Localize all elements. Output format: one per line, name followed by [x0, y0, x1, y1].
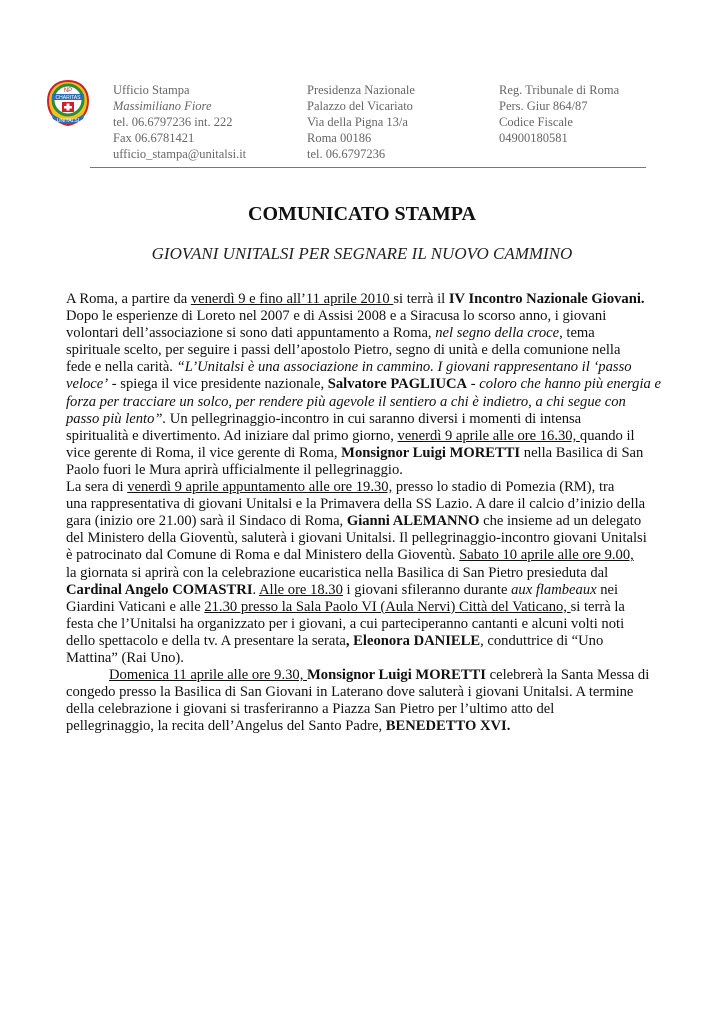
unitalsi-logo [46, 79, 90, 127]
text-run: coloro che hanno più energia e [479, 376, 661, 393]
svg-text:CHARITAS: CHARITAS [55, 95, 81, 101]
body-line [66, 325, 676, 342]
text-run: venerdì 9 aprile appuntamento alle ore 19.30, [127, 479, 393, 496]
text-run: pellegrinaggio, la recita dell’Angelus del Santo Padre, [66, 718, 386, 735]
text-run: fede e nella carità. [66, 359, 177, 376]
body-line [66, 342, 676, 359]
text-run: venerdì 9 e fino all’11 aprile 2010 [190, 291, 394, 307]
text-run: che insieme ad un delegato [479, 513, 642, 530]
document-subtitle: GIOVANI UNITALSI PER SEGNARE IL NUOVO CAMMINO [151, 244, 573, 263]
text-run: forza per tracciare un solco, per rendere più agevole il sentiero a chi è indietro, a chi segue con [66, 393, 626, 410]
text-run: , conduttrice di “Uno [480, 632, 604, 649]
press-release-body [66, 291, 676, 735]
text-run: vice gerente di Roma, il vice gerente di Roma, [66, 444, 342, 461]
body-line [66, 428, 676, 445]
tax-code-value: 04900180581 [499, 131, 568, 145]
tax-code-label: Codice Fiscale [499, 115, 573, 129]
press-office-fax: Fax 06.6781421 [113, 131, 195, 145]
registration-info [499, 82, 619, 146]
press-officer-name: Massimiliano Fiore [113, 99, 212, 113]
text-run: presso lo stadio di Pomezia (RM), tra [392, 479, 615, 496]
text-run: volontari dell’associazione si sono dati appuntamento a Roma, [66, 325, 436, 342]
text-run: del Ministero della Gioventù, saluterà i giovani Unitalsi. Il pellegrinaggio-incontro giovani Unitalsi [66, 530, 647, 547]
text-run: 21.30 presso la Sala Paolo VI (Aula Nervi) Città del Vaticano, [204, 598, 571, 615]
text-run: aux flambeaux [511, 581, 597, 598]
text-run: , Eleonora DANIELE [345, 632, 481, 649]
body-line [66, 701, 676, 718]
body-line [66, 359, 676, 376]
svg-text:NP: NP [63, 88, 73, 94]
body-line [66, 718, 676, 735]
body-line [66, 633, 676, 650]
body-line [66, 616, 676, 633]
svg-text:UNITALSI: UNITALSI [56, 118, 80, 124]
text-run: Monsignor Luigi MORETTI [341, 444, 521, 461]
text-run: festa che l’Unitalsi ha organizzato per i giovani, a cui parteciperanno cantanti e alcuni volti noti [66, 615, 625, 632]
text-run: Giardini Vaticani e alle [66, 598, 205, 615]
text-run: A Roma, a partire da [66, 291, 191, 307]
text-run: è patrocinato dal Comune di Roma e dal Ministero della Gioventù. [66, 547, 460, 564]
legal-person-number: Pers. Giur 864/87 [499, 99, 588, 113]
text-run: veloce’ [66, 376, 109, 393]
text-run: Cardinal Angelo COMASTRI [66, 581, 253, 598]
body-line [66, 445, 676, 462]
text-run: una rappresentativa di giovani Unitalsi e la Primavera della SS Lazio. A dare il calcio d’inizio della [66, 496, 646, 513]
body-line [66, 684, 676, 701]
body-line [66, 513, 676, 530]
press-office-contact [113, 82, 246, 162]
text-run: passo più lento”. [66, 410, 167, 427]
text-run: - [467, 376, 480, 393]
text-run: si terrà la [570, 598, 625, 615]
text-run: spiritualità e divertimento. Ad iniziare dal primo giorno, [66, 427, 398, 444]
text-run: Monsignor Luigi MORETTI [307, 667, 486, 684]
text-run: tema [562, 325, 595, 342]
body-line [66, 650, 676, 667]
text-run: della celebrazione i giovani si trasferiranno a Piazza San Pietro per l’ultimo atto del [66, 701, 555, 718]
body-line [66, 462, 676, 479]
text-run: Salvatore PAGLIUCA [327, 376, 468, 393]
text-run: nei [596, 581, 619, 598]
header-divider [90, 167, 646, 168]
press-office-email[interactable]: ufficio_stampa@unitalsi.it [113, 147, 247, 161]
body-line [66, 394, 676, 411]
text-run: gara (inizio ore 21.00) sarà il Sindaco di Roma, [66, 513, 347, 530]
text-run: BENEDETTO XVI. [385, 718, 511, 735]
text-run: i giovani sfileranno durante [342, 581, 512, 598]
body-line [66, 667, 676, 684]
text-run: Paolo fuori le Mura aprirà ufficialmente il pellegrinaggio. [66, 461, 403, 478]
document-title: COMUNICATO STAMPA [248, 203, 476, 225]
presidency-street: Via della Pigna 13/a [307, 115, 408, 129]
text-run: Domenica 11 aprile alle ore 9.30, [109, 667, 308, 684]
text-run: nella Basilica di San [520, 444, 644, 461]
presidency-building: Palazzo del Vicariato [307, 99, 413, 113]
body-line [66, 582, 676, 599]
text-run: congedo presso la Basilica di San Giovani in Laterano dove saluterà i giovani Unitalsi. A termine [66, 684, 634, 701]
presidency-phone: tel. 06.6797236 [307, 147, 386, 161]
press-office-label: Ufficio Stampa [113, 83, 190, 97]
text-run: Sabato 10 aprile alle ore 9.00, [459, 547, 634, 564]
body-line [66, 291, 676, 308]
text-run: nel segno della croce, [435, 325, 563, 342]
text-run: quando il [579, 427, 635, 444]
body-line [66, 479, 676, 496]
text-run: . [252, 581, 259, 598]
national-presidency-contact [307, 82, 415, 162]
text-run: spirituale scelto, per seguire i passi dell’apostolo Pietro, segno di unità e della comunione nella [66, 342, 621, 359]
presidency-city: Roma 00186 [307, 131, 372, 145]
text-run: la giornata si aprirà con la celebrazione eucaristica nella Basilica di San Pietro presieduta dal [66, 564, 609, 581]
text-run: si terrà il [393, 291, 449, 307]
text-run: Dopo le esperienze di Loreto nel 2007 e di Assisi 2008 e a Siracusa lo scorso anno, i giovani [66, 308, 607, 325]
body-line [66, 496, 676, 513]
body-line [66, 599, 676, 616]
body-line [66, 376, 676, 393]
body-line [66, 411, 676, 428]
body-line [66, 308, 676, 325]
text-run: celebrerà la Santa Messa di [485, 667, 650, 684]
text-run: venerdì 9 aprile alle ore 16.30, [397, 427, 580, 444]
text-run: “L’Unitalsi è una associazione in cammino. I giovani rappresentano il ‘passo [176, 359, 632, 376]
text-run: Alle ore 18.30 [259, 581, 343, 598]
body-line [66, 530, 676, 547]
body-line [66, 547, 676, 564]
text-run: Mattina” (Rai Uno). [66, 649, 184, 666]
body-line [66, 565, 676, 582]
text-run: Gianni ALEMANNO [346, 513, 480, 530]
text-run: - spiega il vice presidente nazionale, [108, 376, 328, 393]
text-run: La sera di [66, 479, 128, 496]
presidency-label: Presidenza Nazionale [307, 83, 415, 97]
press-office-phone: tel. 06.6797236 int. 222 [113, 115, 233, 129]
text-run: Un pellegrinaggio-incontro in cui saranno diversi i momenti di intensa [166, 410, 582, 427]
text-run: IV Incontro Nazionale Giovani. [448, 291, 645, 307]
registry-label: Reg. Tribunale di Roma [499, 83, 620, 97]
text-run: dello spettacolo e della tv. A presentare la serata [66, 632, 346, 649]
